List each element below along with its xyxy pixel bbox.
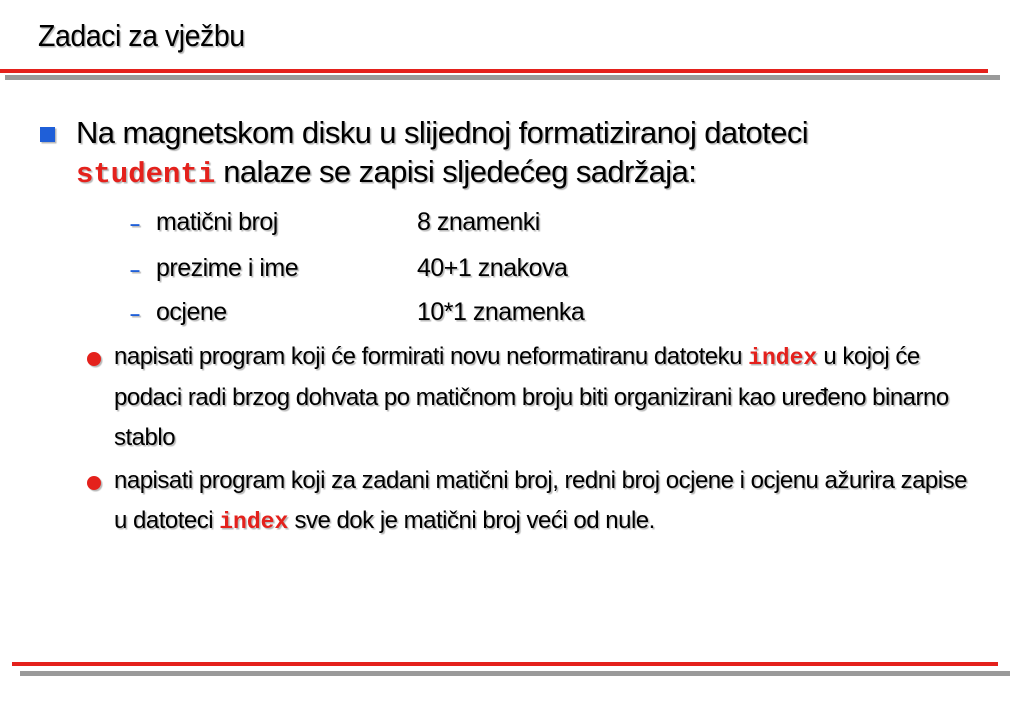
dash-bullet-icon: –	[130, 260, 140, 280]
slide-title: Zadaci za vježbu	[38, 18, 245, 53]
footer-divider-gray	[20, 671, 1010, 676]
field-label: matični broj	[156, 208, 278, 236]
task-text	[114, 337, 977, 458]
main-bullet-text	[76, 113, 940, 194]
task-bullet	[87, 337, 977, 458]
dash-bullet-icon: –	[130, 304, 140, 324]
task-text-after: u kojoj će podaci radi brzog dohvata po matičnom broju biti organizirani kao uređeno binarno stablo	[114, 343, 949, 451]
code-index: index	[748, 345, 818, 371]
code-studenti: studenti	[76, 158, 216, 191]
task-text-after: sve dok je matični broj veći od nule.	[294, 507, 655, 534]
code-index: index	[219, 509, 289, 535]
field-label: prezime i ime	[156, 254, 299, 282]
title-divider-gray	[5, 75, 1000, 80]
task-bullet	[87, 461, 977, 542]
field-value: 10*1 znamenka	[417, 298, 585, 326]
main-bullet	[40, 113, 940, 194]
round-bullet-icon	[87, 476, 101, 490]
square-bullet-icon	[40, 127, 55, 142]
task-text-before: napisati program koji će formirati novu neformatiranu datoteku	[114, 343, 742, 370]
main-bullet-text-after: nalaze se zapisi sljedećeg sadržaja:	[223, 154, 697, 189]
dash-bullet-icon: –	[130, 214, 140, 234]
field-value: 8 znamenki	[417, 208, 540, 236]
task-text	[114, 461, 977, 542]
main-bullet-text-before: Na magnetskom disku u slijednoj formatiziranoj datoteci	[76, 115, 809, 150]
field-label: ocjene	[156, 298, 227, 326]
footer-divider-red	[12, 662, 998, 666]
task-text-before: napisati program koji za zadani matični broj, redni broj ocjene i ocjenu ažurira zapise u datoteci	[114, 467, 967, 534]
round-bullet-icon	[87, 352, 101, 366]
field-value: 40+1 znakova	[417, 254, 568, 282]
title-divider-red	[0, 69, 988, 73]
